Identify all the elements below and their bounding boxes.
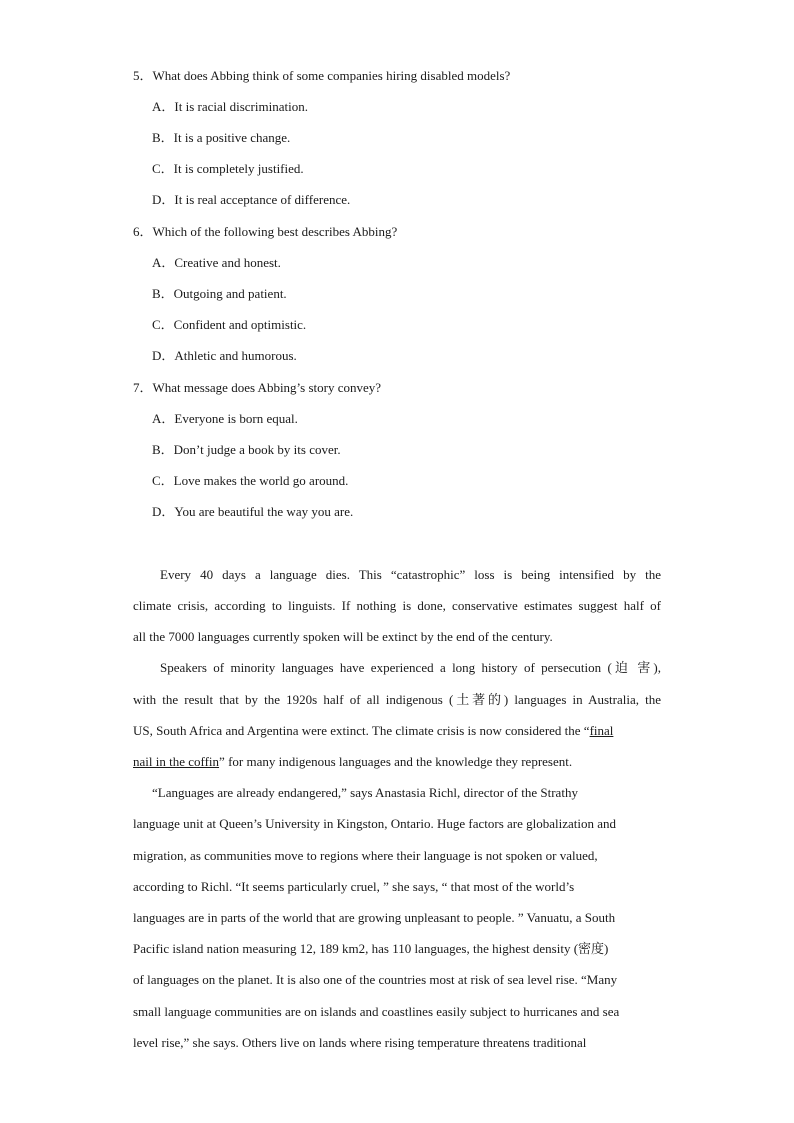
question-5-stem: 5．What does Abbing think of some companies hiring disabled models? [133, 68, 511, 83]
passage-p2-line-3-text: US, South Africa and Argentina were extinct. The climate crisis is now considered the “ [133, 723, 590, 738]
underlined-phrase-final: final [589, 723, 614, 738]
question-6-option-a: A．Creative and honest. [152, 255, 281, 270]
passage-p3-line-2: language unit at Queen’s University in Kingston, Ontario. Huge factors are globalization and [133, 816, 617, 831]
passage-p3-line-6: Pacific island nation measuring 12, 189 km2, has 110 languages, the highest density (密度) [133, 941, 609, 956]
question-6-option-c: C．Confident and optimistic. [152, 317, 307, 332]
passage-p1-line-1: Every 40 days a language dies. This “catastrophic” loss is being intensified by the [160, 567, 661, 582]
passage-p2-line-4 [133, 754, 661, 770]
passage-p3-line-9: level rise,” she says. Others live on lands where rising temperature threatens traditional [133, 1035, 587, 1050]
passage-p2-line-4-text: ” for many indigenous languages and the knowledge they represent. [219, 754, 573, 769]
question-5-option-c: C．It is completely justified. [152, 161, 304, 176]
question-6-option-b: B．Outgoing and patient. [152, 286, 287, 301]
passage-p3-line-7: of languages on the planet. It is also one of the countries most at risk of sea level rise. “Many [133, 972, 618, 987]
passage-p1-line-3: all the 7000 languages currently spoken will be extinct by the end of the century. [133, 629, 553, 644]
question-5-option-a: A．It is racial discrimination. [152, 99, 308, 114]
question-6-option-d: D．Athletic and humorous. [152, 348, 297, 363]
passage-p2-line-2: with the result that by the 1920s half of all indigenous (土著的) languages in Australia, the [133, 692, 661, 707]
question-7-option-a: A．Everyone is born equal. [152, 411, 298, 426]
question-7-option-c: C．Love makes the world go around. [152, 473, 349, 488]
passage-p3-line-8: small language communities are on islands and coastlines easily subject to hurricanes and sea [133, 1004, 620, 1019]
question-7-stem: 7．What message does Abbing’s story convey? [133, 380, 382, 395]
passage-p3-line-3: migration, as communities move to regions where their language is not spoken or valued, [133, 848, 598, 863]
underlined-phrase-nail-in-the-coffin: nail in the coffin [133, 754, 220, 769]
question-7-option-b: B．Don’t judge a book by its cover. [152, 442, 341, 457]
passage-p1-line-2: climate crisis, according to linguists. If nothing is done, conservative estimates suggest half of [133, 598, 661, 613]
passage-p2-line-1: Speakers of minority languages have experienced a long history of persecution (迫 害), [160, 660, 661, 675]
passage-p3-line-1: “Languages are already endangered,” says Anastasia Richl, director of the Strathy [152, 785, 578, 800]
question-6-stem: 6．Which of the following best describes Abbing? [133, 224, 398, 239]
passage-p2-line-3 [133, 723, 661, 739]
question-5-option-d: D．It is real acceptance of difference. [152, 192, 351, 207]
passage-p3-line-4: according to Richl. “It seems particularly cruel, ” she says, “ that most of the world’s [133, 879, 575, 894]
question-5-option-b: B．It is a positive change. [152, 130, 291, 145]
passage-p3-line-5: languages are in parts of the world that are growing unpleasant to people. ” Vanuatu, a South [133, 910, 616, 925]
question-7-option-d: D．You are beautiful the way you are. [152, 504, 354, 519]
